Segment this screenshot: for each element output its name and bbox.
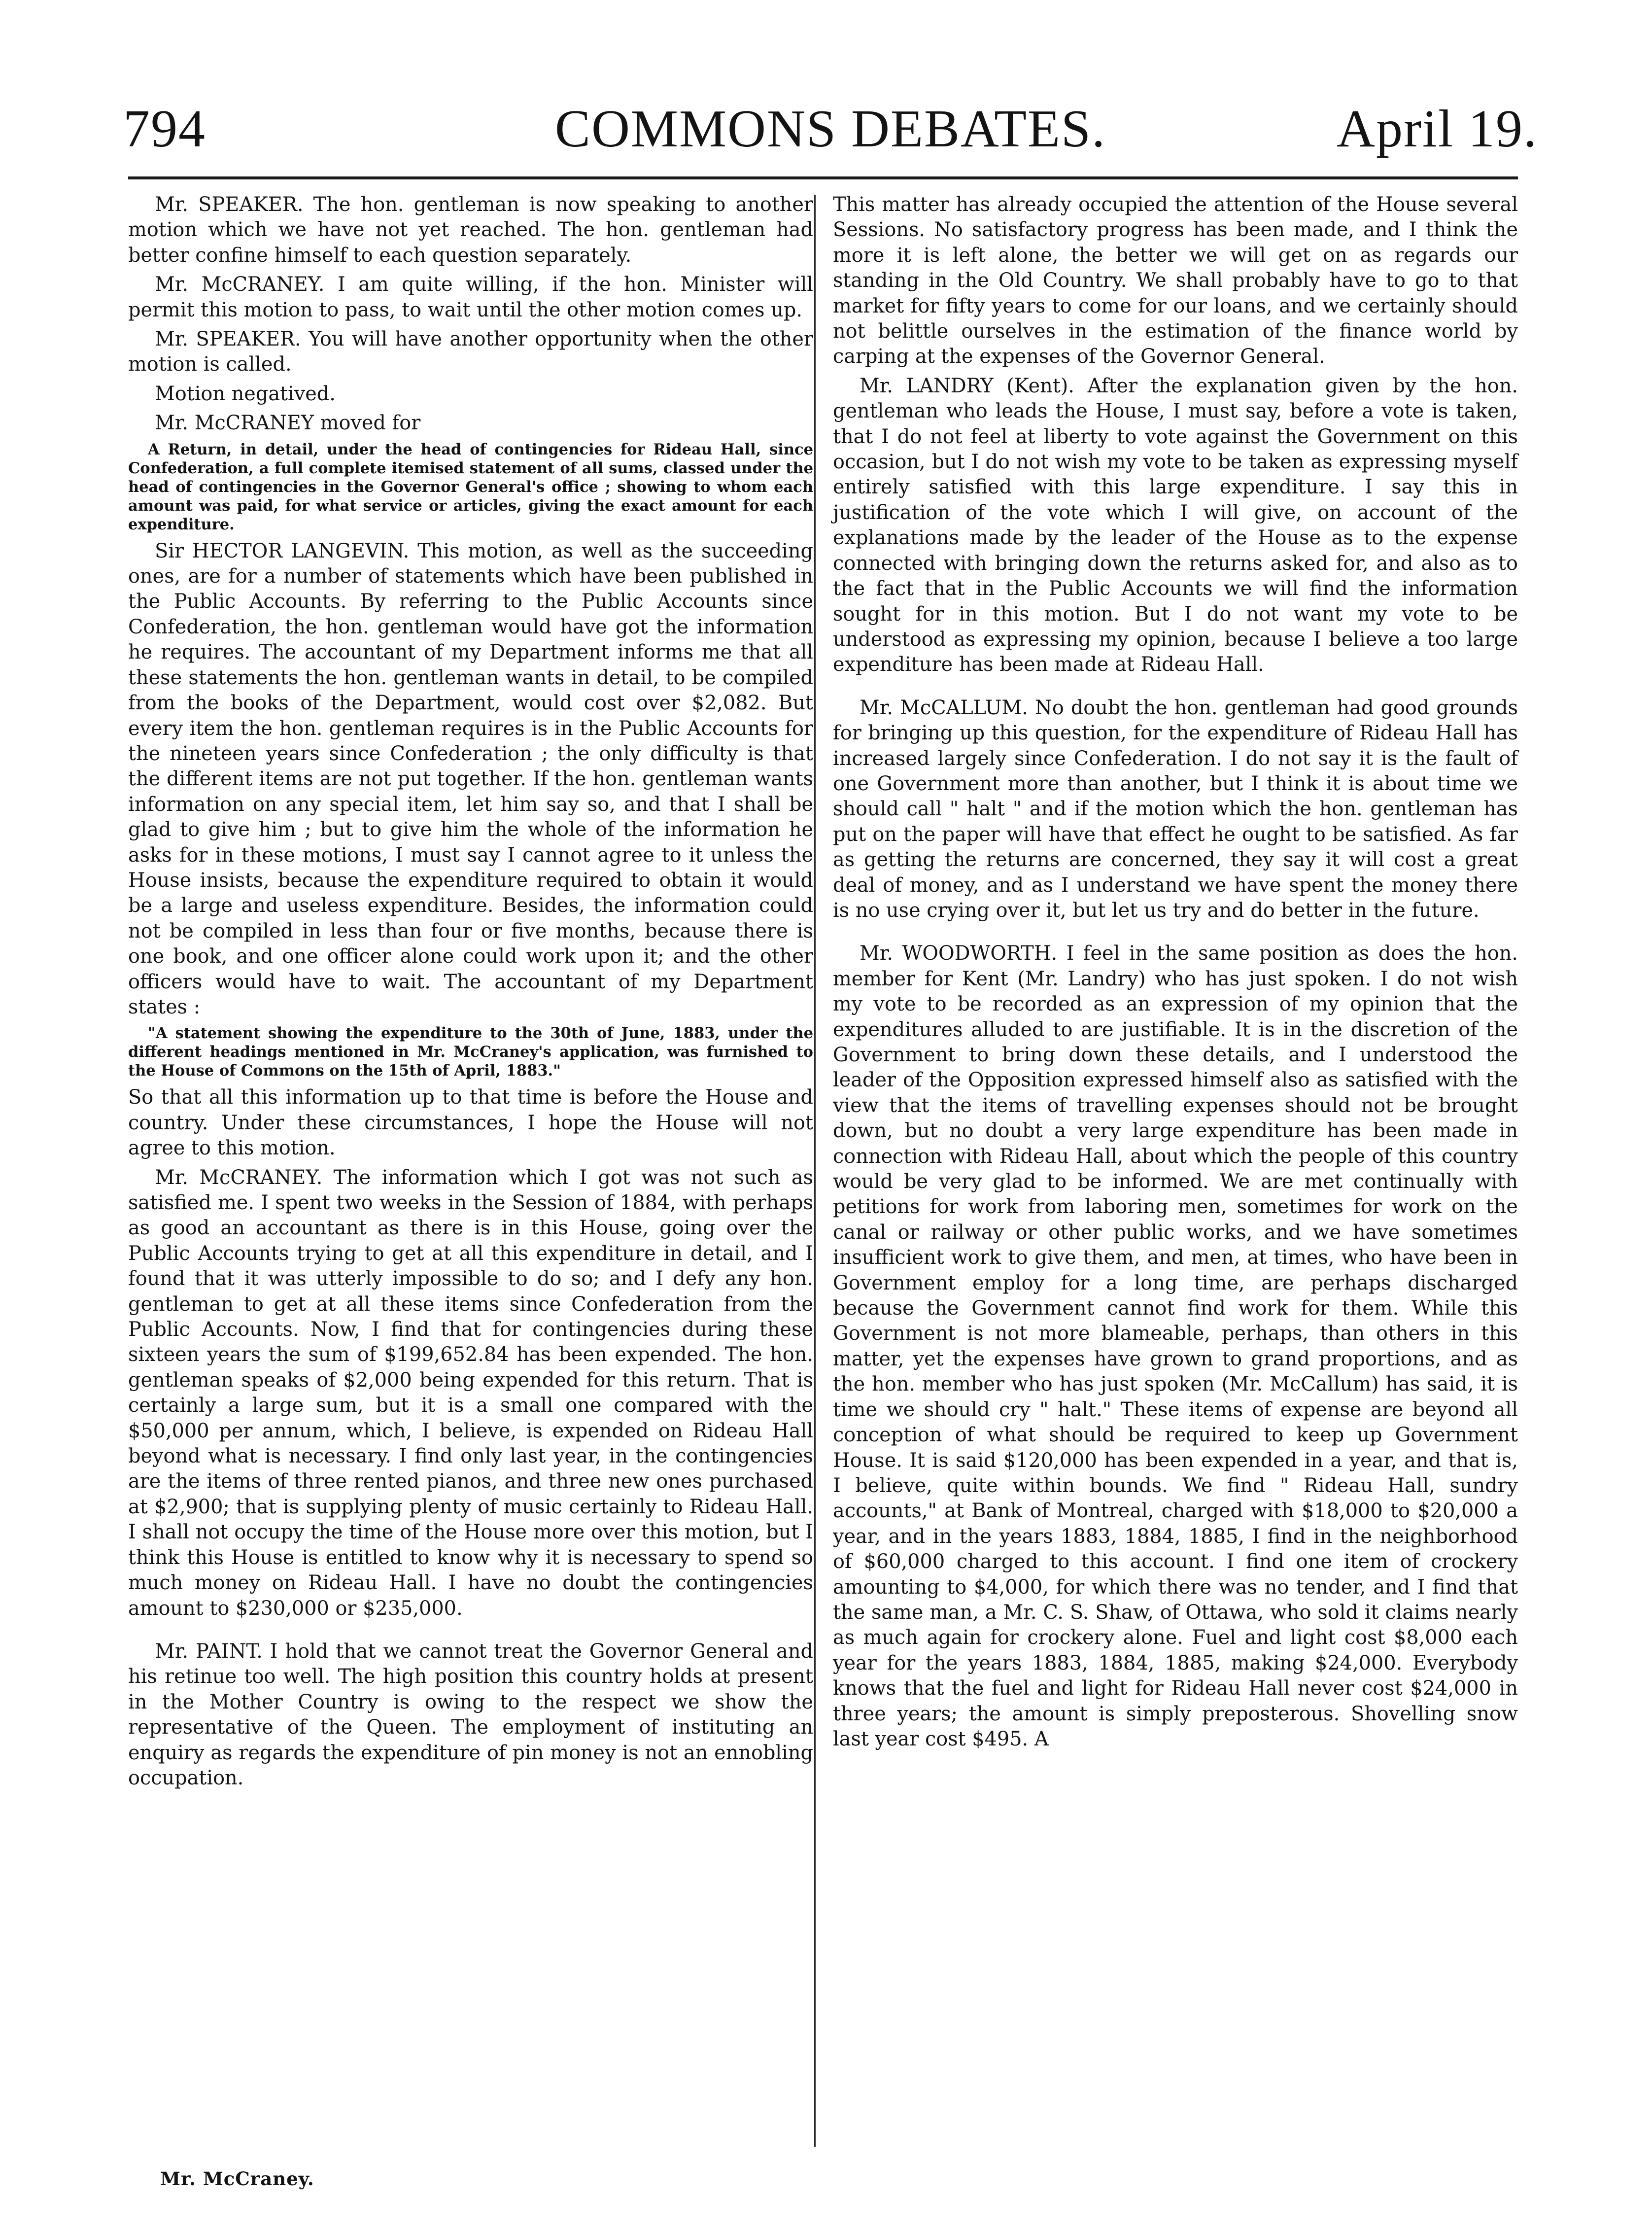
page-header: [123, 99, 1538, 163]
paragraph: [128, 539, 813, 1020]
speaker-name: Mr. SPEAKER.: [155, 328, 301, 351]
page-number: 794: [123, 100, 206, 158]
paragraph: [833, 374, 1518, 678]
paragraph: [128, 272, 813, 323]
speech-text: After the explanation given by the hon. gentleman who leads the House, I must say, before a vote is taken, that I do not feel at liberty to vote against the Government on this occasion, but I do not wish my vote to be taken as expressing myself entirely satisfied with this large expenditure. I say this in justification of the vote which I will give, on account of the explanations made by the leader of the House as to the expense connected with bringing down the returns asked for, and also as to the fact that in the Public Accounts we will find the information sought for in this motion. But I do not want my vote to be understood as expressing my opinion, because I believe a too large expenditure has been made at Rideau Hall.: [833, 374, 1518, 676]
paragraph: [128, 1165, 813, 1621]
paragraph: [128, 382, 813, 407]
speaker-name: Mr. WOODWORTH.: [860, 942, 1058, 965]
quoted-text: A Return, in detail, under the head of contingencies for Rideau Hall, since Confederation, a full complete itemised statement of all sums, classed under the head of contingencies in the Governor General's office ; showing to whom each amount was paid, for what service or articles, giving the exact amount for each expenditure.: [128, 440, 813, 533]
speaker-name: Mr. McCRANEY.: [155, 273, 325, 296]
column-divider: [814, 195, 816, 2147]
footer-speaker-name: Mr. McCraney.: [160, 2168, 314, 2190]
speaker-name: Mr. PAINT.: [155, 1639, 263, 1663]
paragraph: [833, 696, 1518, 924]
speaker-name: Mr. SPEAKER.: [155, 193, 304, 216]
page-date: April 19.: [1337, 100, 1538, 158]
left-column: [128, 192, 813, 1795]
paragraph: [833, 941, 1518, 1752]
speech-text: I am quite willing, if the hon. Minister will permit this motion to pass, to wait until the other motion comes up.: [128, 273, 813, 321]
speech-text: This matter has already occupied the attention of the House several Sessions. No satisfactory progress has been made, and I think the more it is left alone, the better we will get on as regards our standing in the Old Country. We shall probably have to go to that market for fifty years to come for our loans, and we certainly should not belittle ourselves in the estimation of the finance world by carping at the expenses of the Governor General.: [833, 193, 1518, 368]
paragraph: [128, 1085, 813, 1161]
speaker-name: Mr. McCRANEY.: [155, 1166, 323, 1189]
speech-text: I feel in the same position as does the hon. member for Kent (Mr. Landry) who has just spoken. I do not wish my vote to be recorded as an expression of my opinion that the expenditures alluded to are justifiable. It is in the discretion of the Government to bring down these details, and I understood the leader of the Opposition expressed himself also as satisfied with the view that the items of travelling expenses should not be brought down, but no doubt a very large expenditure has been made in connection with Rideau Hall, about which the people of this country would be very glad to be informed. We are met continually with petitions for work from laboring men, sometimes for work on the canal or railway or other public works, and we have sometimes insufficient work to give them, and men, at times, who have been in Government employ for a long time, are perhaps discharged because the Government cannot find work for them. While this Government is not more blameable, perhaps, than others in this matter, yet the expenses have grown to grand proportions, and as the hon. member who has just spoken (Mr. McCallum) has said, it is time we should cry " halt." These items of expense are beyond all conception of what should be required to keep up Government House. It is said $120,000 has been expended in a year, and that is, I believe, quite within bounds. We find " Rideau Hall, sundry accounts," at Bank of Montreal, charged with $18,000 to $20,000 a year, and in the years 1883, 1884, 1885, I find in the neighborhood of $60,000 charged to this account. I find one item of crockery amounting to $4,000, for which there was no tender, and I find that the same man, a Mr. C. S. Shaw, of Ottawa, who sold it claims nearly as much again for crockery alone. Fuel and light cost $8,000 each year for the years 1883, 1884, 1885, making $24,000. Everybody knows that the fuel and light for Rideau Hall never cost $24,000 in three years; the amount is simply preposterous. Shovelling snow last year cost $495. A: [833, 942, 1518, 1750]
speech-text: I hold that we cannot treat the Governor General and his retinue too well. The high position this country holds at present in the Mother Country is owing to the respect we show the representative of the Queen. The employment of instituting an enquiry as regards the expenditure of pin money is not an ennobling occupation.: [128, 1639, 813, 1789]
paragraph: [833, 192, 1518, 370]
paragraph: [128, 411, 813, 436]
speech-text: So that all this information up to that time is before the House and country. Under these circumstances, I hope the House will not agree to this motion.: [128, 1086, 813, 1160]
right-column: [833, 192, 1518, 1756]
speaker-name: Sir HECTOR LANGEVIN.: [155, 539, 410, 562]
speaker-name: Mr. McCALLUM.: [860, 696, 1028, 719]
speaker-name: Mr. McCRANEY: [155, 412, 314, 435]
speech-text: You will have another opportunity when the other motion is called.: [128, 328, 813, 376]
page-title: COMMONS DEBATES.: [554, 100, 1106, 158]
speech-text: moved for: [320, 412, 421, 435]
speech-text: This motion, as well as the succeeding ones, are for a number of statements which have been published in the Public Accounts. By referring to the Public Accounts since Confederation, the hon. gentleman would have got the information he requires. The accountant of my Department informs me that all these statements the hon. gentleman wants in detail, to be compiled from the books of the Department, would cost over $2,082. But every item the hon. gentleman requires is in the Public Accounts for the nineteen years since Confederation ; the only difficulty is that the different items are not put together. If the hon. gentleman wants information on any special item, let him say so, and that I shall be glad to give him ; but to give him the whole of the information he asks for in these motions, I must say I cannot agree to it unless the House insists, because the expenditure required to obtain it would be a large and useless expenditure. Besides, the information could not be compiled in less than four or five months, because there is one book, and one officer alone could work upon it; and the other officers would have to wait. The accountant of my Department states :: [128, 539, 813, 1018]
paragraph: [128, 1639, 813, 1791]
speech-text: The information which I got was not such as satisfied me. I spent two weeks in the Session of 1884, with perhaps as good an accountant as there is in this House, going over the Public Accounts trying to get at all this expenditure in detail, and I found that it was utterly impossible to do so; and I defy any hon. gentleman to get at all these items since Confederation from the Public Accounts. Now, I find that for contingencies during these sixteen years the sum of $199,652.84 has been expended. The hon. gentleman speaks of $2,000 being expended for this return. That is certainly a large sum, but it is a small one compared with the $50,000 per annum, which, I believe, is expended on Rideau Hall beyond what is necessary. I find only last year, in the contingencies are the items of three rented pianos, and three new ones purchased at $2,900; that is supplying plenty of music certainly to Rideau Hall. I shall not occupy the time of the House more over this motion, but I think this House is entitled to know why it is necessary to spend so much money on Rideau Hall. I have no doubt the contingencies amount to $230,000 or $235,000.: [128, 1166, 813, 1620]
speech-text: Motion negatived.: [155, 382, 336, 405]
speaker-name: Mr. LANDRY (Kent).: [860, 374, 1074, 397]
paragraph: [128, 192, 813, 268]
header-rule: [128, 176, 1518, 179]
quoted-text: "A statement showing the expenditure to the 30th of June, 1883, under the different headings mentioned in Mr. McCraney's application, was furnished to the House of Commons on the 15th of April, 1883.": [128, 1024, 813, 1080]
speech-text: No doubt the hon. gentleman had good grounds for bringing up this question, for the expenditure of Rideau Hall has increased largely since Confederation. I do not say it is the fault of one Government more than another, but I think it is about time we should call " halt " and if the motion which the hon. gentleman has put on the paper will have that effect he ought to be satisfied. As far as getting the returns are concerned, they say it will cost a great deal of money, and as I understand we have spent the money there is no use crying over it, but let us try and do better in the future.: [833, 696, 1518, 922]
paragraph: [128, 327, 813, 378]
speech-text: The hon. gentleman is now speaking to another motion which we have not yet reached. The hon. gentleman had better confine himself to each question separately.: [128, 193, 813, 267]
